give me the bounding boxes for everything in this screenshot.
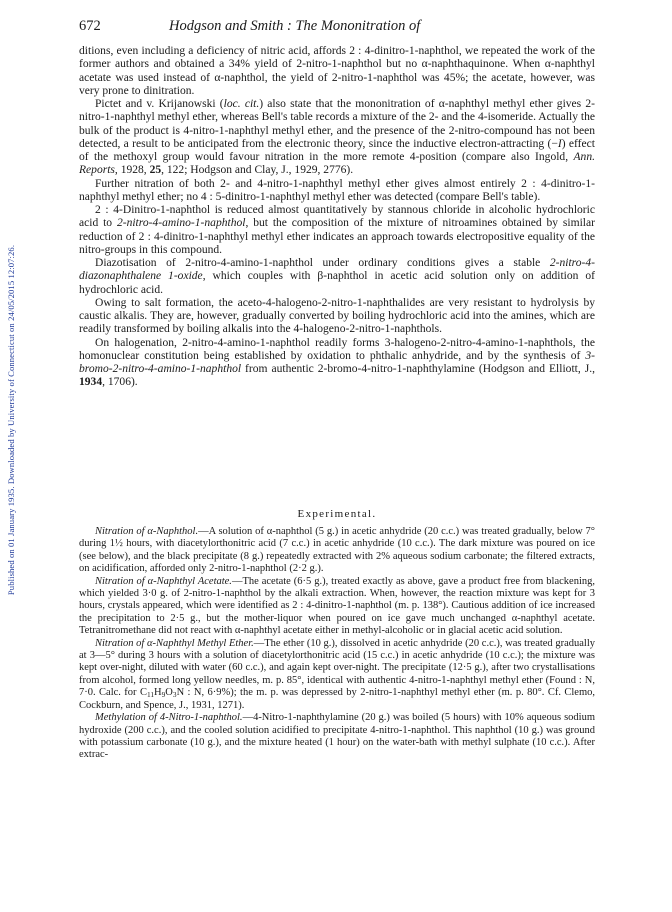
paragraph-3: Further nitration of both 2- and 4-nitro-1-naphthyl methyl ether gives almost entirely 2 : 4-dinitro-1-naphthyl methyl ether; no 4 : 5-dinitro-1-naphthyl methyl ether was detected (compare Bell's table). (79, 177, 595, 203)
subsection-heading: Nitration of α-Naphthol. (95, 526, 199, 537)
text-run: —The ether (10 g.), dissolved in acetic anhydride (20 c.c.), was treated gradually at 3—5° during 3 hours with a solution of diacetylorthonitric acid (15 c.c.) in acetic anhydride (10 c.c.); the mixture was kept over-night, diluted with water (60 c.c.), and again kept over-night. The precipitate (12·5 g.), after two crystallisations from alcohol, formed long yellow needles, m. p. 85°, identical with authentic 4-nitro-1-naphthyl methyl ether (Found : N, 7·0. Calc. for C (79, 637, 595, 699)
loc-cit: loc. cit. (223, 98, 260, 110)
download-watermark-text[interactable]: Published on 01 January 1935. Downloaded by University of Connecticut on 24/05/2015 12:07:26. (6, 244, 16, 596)
text-run: , which couples with β-naphthol in acetic acid solution only on addition of hydrochloric acid. (79, 270, 595, 296)
paragraph-6: Owing to salt formation, the aceto-4-halogeno-2-nitro-1-naphthalides are very resistant to hydrolysis by caustic alkalis. They are, however, gradually converted by boiling hydrochloric acid into the amines, which are readily transformed by boiling alkalis into the 4-halogeno-2-nitro-1-naphthols. (79, 296, 595, 336)
text-run: from authentic 2-bromo-4-nitro-1-naphthylamine (Hodgson and Elliott, J., (241, 363, 595, 375)
text-run: —The acetate (6·5 g.), treated exactly as above, gave a product free from blackening, which yielded 3·0 g. of 2-nitro-1-naphthol by the alkali extraction. When, however, the reaction mixture was kept for 3 hours, crystals appeared, which were identified as 2 : 4-dinitro-1-naphthol (m. p. 138°). Cautious addition of ice increased the precipitation to 2·5 g., but the mother-liquor when poured on ice gave much unchanged α-naphthyl acetate. Tetranitromethane did not react with α-naphthyl acetate either in methyl-alcoholic or in glacial acetic acid solution. (79, 575, 595, 637)
formula-subscript: 3 (172, 690, 177, 700)
subsection-heading: Nitration of α-Naphthyl Methyl Ether. (95, 637, 254, 649)
journal-name: Ann. Reports (79, 151, 595, 177)
text-run: , 1706). (102, 376, 138, 389)
experimental-paragraph-4 (79, 712, 595, 762)
year-number: 1934 (79, 376, 103, 389)
formula-subscript: 11 (146, 690, 155, 700)
text-run: N : N, 6·9%); the m. p. was depressed by 2-nitro-1-naphthyl methyl ether (m. p. 80°. Cf. Clemo, Cockburn, and Spence, J., 1931, 1271). (79, 687, 595, 711)
text-run: , 122; Hodgson and Clay, J., 1929, 2776). (161, 164, 354, 177)
introduction-text (79, 45, 595, 390)
text-run: ) effect of the methoxyl group would favour nitration in the more remote 4-position (compare also Ingold, (79, 137, 595, 163)
volume-number: 25 (149, 164, 162, 177)
text-run: Pictet and v. Krijanowski ( (95, 98, 224, 110)
text-run: , 1928, (114, 164, 150, 177)
paragraph-7 (79, 337, 595, 390)
paragraph-2 (79, 98, 595, 178)
page-number: 672 (79, 18, 101, 34)
text-run: Diazotisation of 2-nitro-4-amino-1-naphthol under ordinary conditions gives a stable (95, 257, 550, 269)
formula-element: H (154, 687, 162, 699)
experimental-text (79, 526, 595, 762)
inductive-symbol: I (557, 137, 562, 150)
text-run: On halogenation, 2-nitro-4-amino-1-naphthol readily forms 3-halogeno-2-nitro-4-amino-1-naphthols, the homonuclear constitution being established by oxidation to phthalic anhydride, and by the synthesis of (79, 336, 595, 362)
page-header (79, 18, 595, 38)
download-watermark (2, 120, 20, 720)
subsection-heading: Methylation of 4-Nitro-1-naphthol. (95, 712, 243, 724)
text-run: —4-Nitro-1-naphthylamine (20 g.) was boiled (5 hours) with 10% aqueous sodium hydroxide (200 c.c.), and the cooled solution acidified to precipitate 4-nitro-1-naphthol. This naphthol (10 g.) was ground with potassium carbonate (10 g.), and the mixture heated (1 hour) on the water-bath with methyl sulphate (10 c.c.). After extrac- (79, 712, 595, 761)
paragraph-4 (79, 204, 595, 257)
text-run: 2 : 4-Dinitro-1-naphthol is reduced almost quantitatively by stannous chloride in alcoholic hydrochloric acid to (79, 204, 595, 230)
subsection-heading: Nitration of α-Naphthyl Acetate. (95, 575, 232, 587)
experimental-paragraph-3 (79, 638, 595, 712)
text-run: ) also state that the mononitration of α-naphthyl methyl ether gives 2-nitro-1-naphthyl methyl ether, whereas Bell's table records a mixture of the 2- and the 4-isomeride. Actually the bulk of the product is 4-nitro-1-naphthyl methyl ether, and the presence of the 2-nitro-compound has not been detected, a result to be anticipated from the electronic theory, since the inductive electron-attracting (− (79, 98, 595, 150)
compound-name: 2-nitro-4-amino-1-naphthol (116, 217, 246, 230)
running-title: Hodgson and Smith : The Mononitration of (169, 18, 421, 34)
formula-element: O (165, 687, 173, 699)
experimental-paragraph-2 (79, 576, 595, 638)
paragraph-1: ditions, even including a deficiency of nitric acid, affords 2 : 4-dinitro-1-naphthol, we repeated the work of the former authors and obtained a 34% yield of 2-nitro-1-naphthol but no α-naphthaquinone. When α-naphthyl acetate was used instead of α-naphthol, the yield of 2-nitro-1-naphthol was 45%; the acetate, however, was very prone to dinitration. (79, 45, 595, 97)
text-run: —A solution of α-naphthol (5 g.) in acetic anhydride (20 c.c.) was treated gradually, below 7° during 1½ hours, with diacetylorthonitric acid (7 c.c.) in acetic anhydride (10 c.c.). The dark mixture was poured on ice (see below), and the black precipitate (8 g.) repeatedly extracted with 2% aqueous sodium carbonate; the filtered extracts, on acidification, afforded only 2-nitro-1-naphthol (2·2 g.). (79, 526, 595, 575)
paragraph-5 (79, 257, 595, 297)
experimental-heading: Experimental. (297, 508, 377, 520)
compound-name: 3-bromo-2-nitro-4-amino-1-naphthol (79, 349, 595, 375)
compound-name: 2-nitro-4-diazonaphthalene 1-oxide (79, 257, 595, 283)
formula-subscript: 9 (161, 690, 166, 700)
experimental-paragraph-1 (79, 526, 595, 576)
text-run: , but the composition of the mixture of nitroamines obtained by similar reduction of 2 : 4-dinitro-1-naphthyl methyl ether indicates an approach towards electropositive equality of the nitro-groups in this compound. (79, 217, 595, 256)
